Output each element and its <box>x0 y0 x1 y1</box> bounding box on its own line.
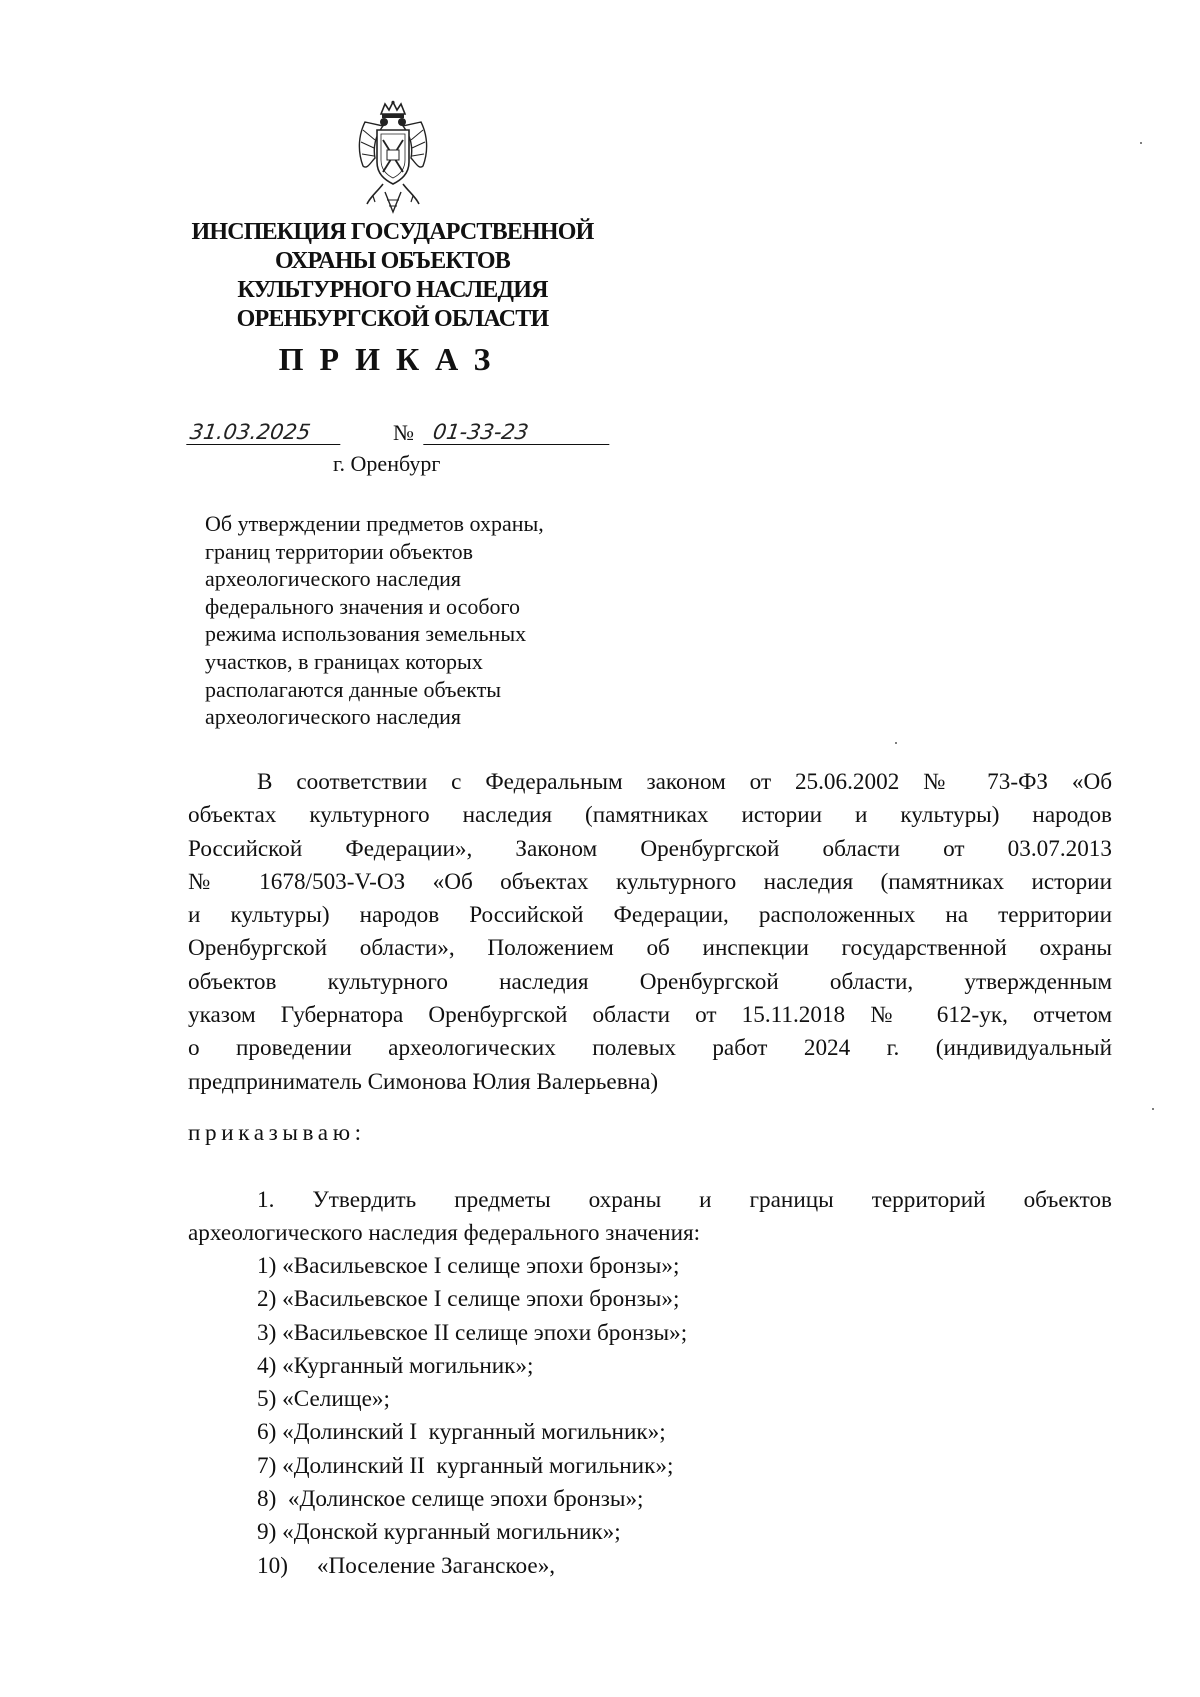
coat-of-arms-emblem <box>353 100 433 215</box>
subject-line: располагаются данные объекты <box>205 676 502 702</box>
preamble-line: № 1678/503-V-ОЗ «Об объектах культурного наследия (памятниках истории <box>188 868 1112 895</box>
list-item: 1) «Васильевское I селище эпохи бронзы»; <box>257 1253 680 1279</box>
order-item-line: археологического наследия федерального значения: <box>188 1220 701 1247</box>
preamble-line: объектов культурного наследия Оренбургской области, утвержденным <box>188 968 1112 995</box>
org-line: ОХРАНЫ ОБЪЕКТОВ <box>274 248 511 274</box>
list-item: 8) «Долинское селище эпохи бронзы»; <box>257 1486 644 1513</box>
scan-speck <box>1140 142 1142 144</box>
preamble-line: Оренбургской области», Положением об инспекции государственной охраны <box>188 935 1112 962</box>
preamble-line: Российской Федерации», Законом Оренбургской области от 03.07.2013 <box>188 835 1112 862</box>
org-line: ИНСПЕКЦИЯ ГОСУДАРСТВЕННОЙ <box>191 219 594 245</box>
list-item: 3) «Васильевское II селище эпохи бронзы»; <box>257 1319 688 1346</box>
organization-name <box>185 218 600 334</box>
order-item-1 <box>188 1184 1112 1251</box>
subject-line: федерального значения и особого <box>205 593 521 619</box>
preamble-line: и культуры) народов Российской Федерации, расположенных на территории <box>188 902 1112 929</box>
subject-block <box>205 510 585 731</box>
list-item: 5) «Селище»; <box>257 1386 390 1413</box>
city-label: г. Оренбург <box>333 451 441 476</box>
handwritten-number: 01-33-23 <box>423 420 613 445</box>
list-item: 2) «Васильевское I селище эпохи бронзы»; <box>257 1286 680 1313</box>
document-type-title: ПРИКАЗ <box>278 341 507 377</box>
list-item: 6) «Долинский I курганный могильник»; <box>257 1419 666 1446</box>
scan-speck <box>1152 1108 1154 1110</box>
preamble-line: указом Губернатора Оренбургской области от 15.11.2018 № 612-ук, отчетом <box>188 1002 1112 1029</box>
handwritten-date: 31.03.2025 <box>186 420 344 445</box>
subject-line: участков, в границах которых <box>205 648 483 674</box>
subject-line: археологического наследия <box>205 704 461 730</box>
order-word: приказываю: <box>188 1120 366 1146</box>
number-sign: № <box>393 420 414 445</box>
date-number-row <box>188 420 608 448</box>
org-line: ОРЕНБУРГСКОЙ ОБЛАСТИ <box>236 306 549 332</box>
preamble-paragraph <box>188 766 1112 1099</box>
preamble-line: В соответствии с Федеральным законом от 25.06.2002 № 73-ФЗ «Об <box>257 769 1112 795</box>
list-item: 7) «Долинский II курганный могильник»; <box>257 1452 674 1479</box>
subject-line: Об утверждении предметов охраны, <box>205 511 544 536</box>
subject-line: режима использования земельных <box>205 621 527 647</box>
list-item: 9) «Донской курганный могильник»; <box>257 1519 621 1546</box>
preamble-line: о проведении археологических полевых работ 2024 г. (индивидуальный <box>188 1035 1112 1062</box>
heritage-objects-list <box>257 1250 687 1583</box>
preamble-line: объектах культурного наследия (памятниках истории и культуры) народов <box>188 802 1112 829</box>
list-item: 4) «Курганный могильник»; <box>257 1352 534 1379</box>
scan-speck <box>895 742 897 744</box>
preamble-line: предприниматель Симонова Юлия Валерьевна) <box>188 1068 659 1095</box>
subject-line: археологического наследия <box>205 566 461 592</box>
org-line: КУЛЬТУРНОГО НАСЛЕДИЯ <box>237 277 548 303</box>
list-item: 10) «Поселение Заганское», <box>257 1552 556 1579</box>
order-item-line: 1. Утвердить предметы охраны и границы территорий объектов <box>257 1187 1112 1213</box>
subject-line: границ территории объектов <box>205 538 474 564</box>
